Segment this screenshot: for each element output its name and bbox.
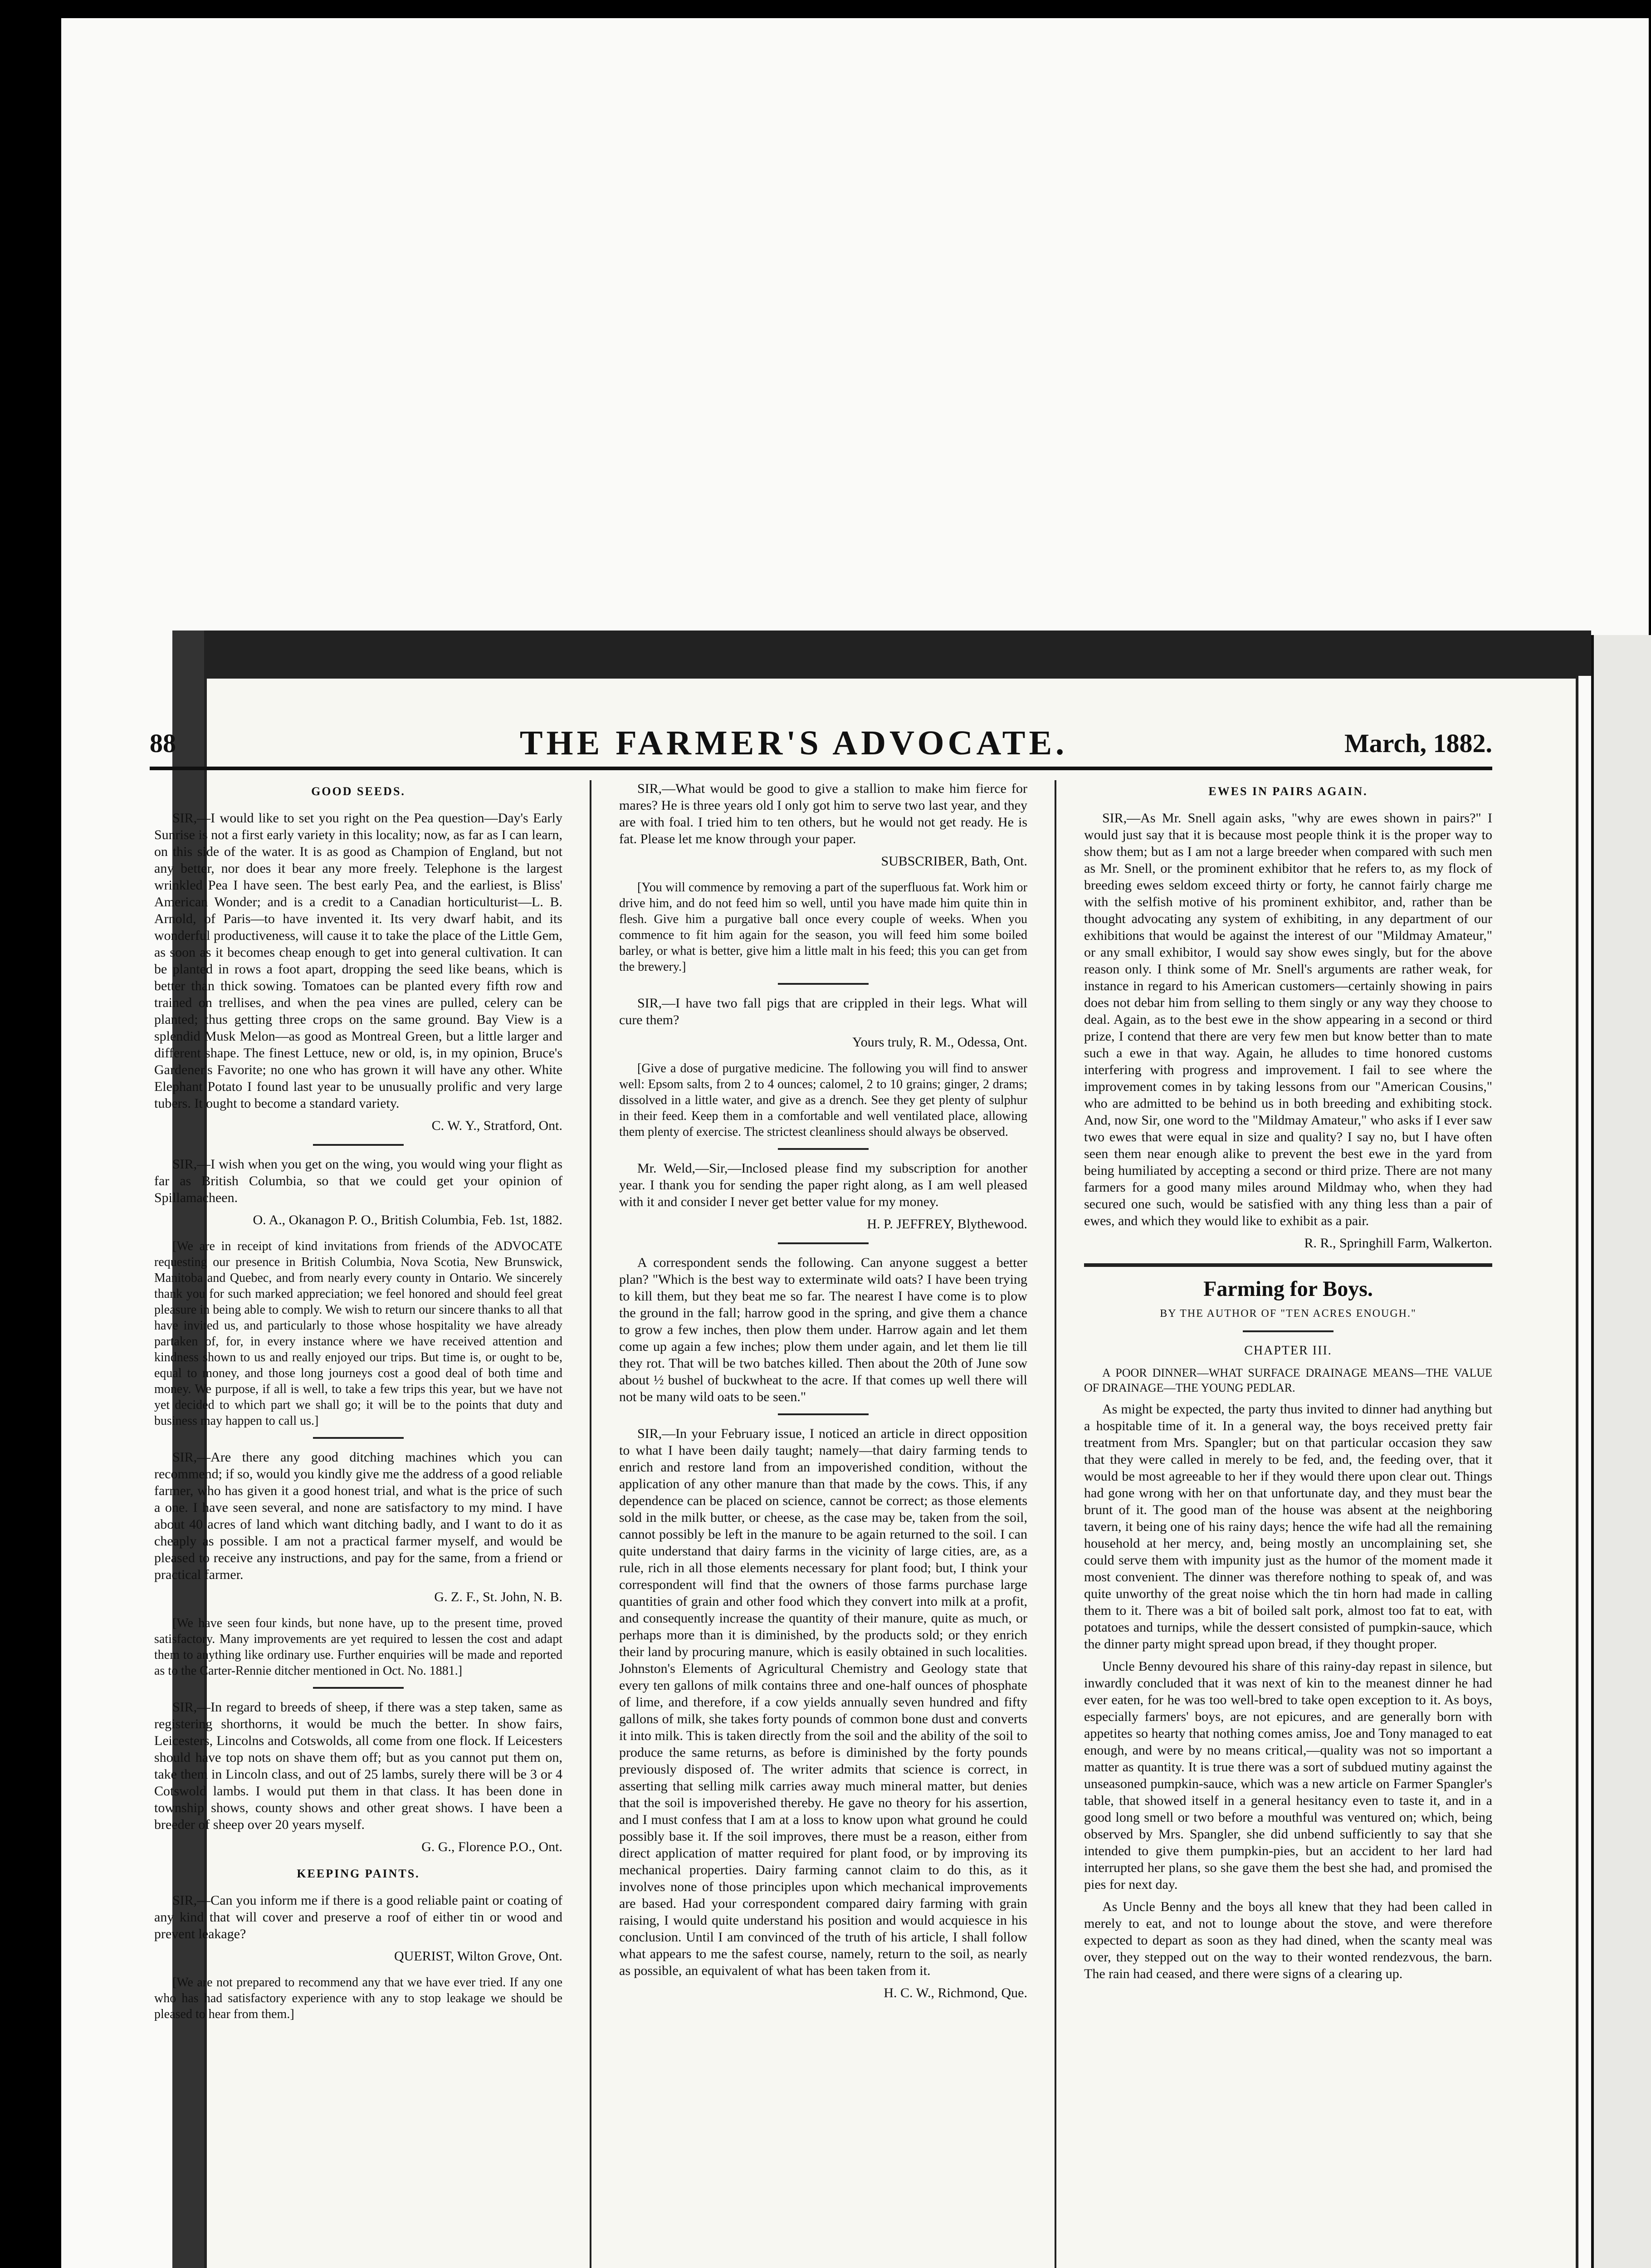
letter-body: SIR,—I have two fall pigs that are crippled in their legs. What will cure them? bbox=[619, 996, 1027, 1027]
editor-reply: [We have seen four kinds, but none have, up to the present time, proved satisfactory. Many improvements are yet required to lessen the cost and adapt them to anything like ordinary use. Further enquiries will be made and reported as to the Carter-Rennie ditcher mentioned in Oct. No. 1881.] bbox=[154, 1616, 562, 1678]
letter-signature: H. C. W., Richmond, Que. bbox=[884, 1985, 1027, 2000]
article-paragraph: As might be expected, the party thus invited to dinner had anything but a hospitable time of it. In a general way, the boys received pretty fair treatment from Mrs. Spangler; but on that particular occasion they saw that they were called in merely to be fed, and, the feeding over, that it would be most agreeable to her if they would there upon clear out. Things had gone wrong with her on that unfortunate day, and they must bear the brunt of it. The good man of the house was absent at the neighboring tavern, it being one of his rainy days; hence the wife had all the remaining household at her mercy, and, being mostly an uncomplaining set, she could serve them with impunity just as the humor of the moment made it most convenient. The dinner was therefore nothing to speak of, and was quite unworthy of the great noise which the tin horn had made in calling them to it. There was a bit of boiled salt pork, almost too fat to eat, with potatoes and turnips, while the dessert consisted of pumpkin-sauce, which the dinner party might spread upon bread, if they thought proper. bbox=[1084, 1402, 1492, 1652]
section-heading: GOOD SEEDS. bbox=[311, 785, 405, 798]
column-1 bbox=[154, 780, 562, 2268]
letter-signature: QUERIST, Wilton Grove, Ont. bbox=[394, 1949, 562, 1964]
separator-rule bbox=[313, 1687, 404, 1689]
separator-rule bbox=[778, 1148, 869, 1150]
column-3 bbox=[1084, 780, 1492, 2268]
letter-body: SIR,—I would like to set you right on the Pea question—Day's Early Sunrise is not a first early variety in this locality; now, as far as I can learn, on this side of the water. It is as good as Champion of England, but not any better, nor does it bear any more freely. Telephone is the largest wrinkled Pea I have seen. The best early Pea, and the earliest, is Bliss' American Wonder; and is a credit to a Canadian horticulturist—L. B. Arnold, of Paris—to have invented it. Its very dwarf habit, and its wonderful productiveness, will cause it to take the place of the Little Gem, as soon as it becomes cheap enough to get into general cultivation. It can be planted in rows a foot apart, dropping the seed like beans, which is better than thick sowing. Tomatoes can be planted every fifth row and trained on trellises, and when the pea vines are pulled, celery can be planted; thus getting three crops on the same ground. Bay View is a splendid Musk Melon—as good as Montreal Green, but a little larger and different shape. The finest Lettuce, new or old, is, in my opinion, Bruce's Gardener's Favorite; no one who has grown it will have any other. White Elephant Potato I found last year to be unusually prolific and very large tubers. It ought to become a standard variety. bbox=[154, 811, 562, 1111]
letter-body: SIR,—As Mr. Snell again asks, "why are ewes shown in pairs?" I would just say that it is because most people think it is the proper way to show them; but as I am not a large breeder when compared with such men as Mr. Snell, or the prominent exhibitor that he refers to, as my flock of breeding ewes seldom exceed thirty or forty, he cannot fairly charge me with the selfish motive of his prominent exhibitor, and, rather than be thought advocating any system of exhibiting, in any department of our exhibitions that would be against the interest of our "Mildmay Amateur," or any small exhibitor, I would say show ewes singly, but for the above reason only. I think some of Mr. Snell's arguments are rather weak, for instance in regard to his American customers—certainly showing in pairs does not debar him from selling to them singly or any way they choose to deal. Again, as to the best ewe in the show appearing in a second or third prize, I contend that there are very few men but know better than to mate such a ewe in that way. Again, he alludes to time honored customs interfering with progress and improvement. I fail to see where the improvement comes in by taking lessons from our "American Cousins," who are admitted to be behind us in both breeding and exhibiting stock. And, now Sir, one word to the "Mildmay Amateur," who asks if I ever saw two ewes that were equal in size and quality? I say no, but I have often seen them near enough alike to prevent the best ewe in the yard from being humiliated by accepting a second or third prize. There are not many farmers for a good many miles around Mildmay who, when they had secured one such, would be satisfied with any thing less than a pair of ewes, and which they would like to exhibit as a pair. bbox=[1084, 811, 1492, 1228]
letter-signature: R. R., Springhill Farm, Walkerton. bbox=[1304, 1236, 1492, 1251]
letter-signature: O. A., Okanagon P. O., British Columbia, Feb. 1st, 1882. bbox=[253, 1212, 562, 1227]
separator-rule bbox=[313, 1437, 404, 1439]
letter-body: Mr. Weld,—Sir,—Inclosed please find my subscription for another year. I thank you for sending the paper right along, as I am well pleased with it and consider I never get better value for my money. bbox=[619, 1161, 1027, 1209]
article-paragraph: As Uncle Benny and the boys all knew that they had been called in merely to eat, and not to lounge about the stove, and were therefore expected to depart as soon as they had dined, when the scanty meal was over, they stepped out on the way to their wonted rendezvous, the barn. The rain had ceased, and there were signs of a clearing up. bbox=[1084, 1899, 1492, 1981]
chapter-synopsis: A POOR DINNER—WHAT SURFACE DRAINAGE MEANS—THE VALUE OF DRAINAGE—THE YOUNG PEDLAR. bbox=[1084, 1366, 1492, 1394]
letter-signature: G. G., Florence P.O., Ont. bbox=[421, 1839, 562, 1854]
adjacent-page-edge bbox=[1591, 635, 1651, 2268]
section-rule bbox=[1084, 1263, 1492, 1267]
letter-body: SIR,—In your February issue, I noticed an article in direct opposition to what I have been daily taught; namely—that dairy farming tends to enrich and restore land from an impoverished condition, without the application of any other manure than that made by the cows. This, if any dependence can be placed on science, cannot be correct; as those elements sold in the milk butter, or cheese, as the case may be, taken from the soil, cannot possibly be left in the manure to be again returned to the soil. I can quite understand that dairy farms in the vicinity of large cities, are, as a rule, rich in all those elements necessary for plant food; but, I think your correspondent will find that the owners of those farms purchase large quantities of grain and other food which they convert into milk at a profit, and consequently increase the quantity of their manure, quite as much, or perhaps more than it is diminished, by the products sold; or they enrich their land by procuring manure, which is easily obtained in such localities. Johnston's Elements of Agricultural Chemistry and Geology state that every ten gallons of milk contains three and one-half ounces of phosphate of lime, and therefore, if a cow yields annually seven hundred and fifty gallons of milk, she takes forty pounds of common bone dust and converts it into milk. This is taken directly from the soil and the ability of the soil to produce the same returns, as before is diminished by the forty pounds previously disposed of. The writer admits that science is correct, in asserting that selling milk carries away much mineral matter, but denies that the soil is impoverished thereby. He gave no theory for his assertion, and I must confess that I am at a loss to know upon what ground he could possibly base it. If the soil improves, there must be a reason, either from direct application of matter required for plant food, or by improving its mechanical properties. Dairy farming cannot claim to do this, as it involves none of those principles upon which mechanical improvements are based. Had your correspondent compared dairy farming with grain raising, I would quite understand his position and would acquiesce in his conclusion. Until I am convinced of the truth of his article, I shall follow what appears to me the safest course, namely, return to the soil, as nearly as possible, an equivalent of what has been taken from it. bbox=[619, 1426, 1027, 1978]
letter-body: SIR,—Are there any good ditching machines which you can recommend; if so, would you kindly give me the address of a good reliable farmer, who has given it a good honest trial, and what is the price of such a one. I have seen several, and none are satisfactory to my mind. I have about 40 acres of land which want ditching badly, and I want to do it as cheaply as possible. I am not a practical farmer myself, and would be pleased to receive any instructions, and pay for the same, from a friend or practical farmer. bbox=[154, 1450, 562, 1582]
separator-rule bbox=[1243, 1330, 1334, 1332]
chapter-heading: CHAPTER III. bbox=[1244, 1344, 1332, 1358]
binding-shadow-top bbox=[172, 631, 1591, 676]
editor-reply: [We are in receipt of kind invitations from friends of the ADVOCATE requesting our presence in British Columbia, Nova Scotia, New Brunswick, Manitoba and Quebec, and from nearly every county in Ontario. We sincerely thank you for such marked appreciation; we feel honored and should feel great pleasure in being able to comply. We wish to return our sincere thanks to all that have invited us, and particularly to those whose hospitality we have already partaken of, for, in every instance where we have received attention and kindness shown to us and really enjoyed our trips. But time is, or ought to be, equal to money, and those long journeys cost a good deal of both time and money. We purpose, if all is well, to take a few trips this year, but we have not yet decided to which part we shall go; it will be to the points that duty and business may happen to call us.] bbox=[154, 1239, 562, 1428]
letter-signature: H. P. JEFFREY, Blythewood. bbox=[867, 1217, 1027, 1232]
letter-signature: Yours truly, R. M., Odessa, Ont. bbox=[852, 1035, 1027, 1050]
separator-rule bbox=[778, 1413, 869, 1415]
article-byline: BY THE AUTHOR OF "TEN ACRES ENOUGH." bbox=[1160, 1308, 1417, 1320]
column-2 bbox=[619, 780, 1027, 2268]
page-number: 88 bbox=[150, 728, 176, 758]
editor-reply: [You will commence by removing a part of the superfluous fat. Work him or drive him, and do not feed him so well, until you have made him quite thin in flesh. Give him a purgative ball once every couple of weeks. When you commence to fit him again for the season, you will feed him some boiled barley, or what is better, give him a little malt in his feed; this you can get from the brewery.] bbox=[619, 880, 1027, 974]
letter-body: SIR,—I wish when you get on the wing, you would wing your flight as far as British Columbia, so that we could get your opinion of Spillamacheen. bbox=[154, 1157, 562, 1205]
letter-body: SIR,—Can you inform me if there is a good reliable paint or coating of any kind that will cover and preserve a roof of either tin or wood and prevent leakage? bbox=[154, 1893, 562, 1941]
letter-body: SIR,—In regard to breeds of sheep, if there was a step taken, same as registering shorthorns, it would be much the better. In show fairs, Leicesters, Lincolns and Cotswolds, all come from one flock. If Leicesters should have top nots on shave them off; but as you cannot put them on, take them in Lincoln class, and out of 25 lambs, surely there will be 3 or 4 Cotswold lambs. I would put them in that class. It has been done in township shows, county shows and other great shows. I have been a breeder of sheep over 20 years myself. bbox=[154, 1700, 562, 1832]
separator-rule bbox=[313, 1144, 404, 1146]
masthead bbox=[150, 723, 1492, 764]
article-body: A correspondent sends the following. Can anyone suggest a better plan? "Which is the best way to exterminate wild oats? I have been trying to kill them, but they beat me so far. The nearest I have come is to plow the ground in the fall; harrow good in the spring, and give them a chance to grow a few inches, then plow them under. Harrow again and let them come up again a few inches; plow them under again, and let them lie till they rot. That will be two batches killed. Then about the 20th of June sow about ½ bushel of buckwheat to the acre. If that comes up well there will not be many wild oats to be seen." bbox=[619, 1255, 1027, 1404]
column-divider bbox=[1055, 780, 1056, 2268]
issue-date: March, 1882. bbox=[1344, 728, 1492, 758]
article-headline: Farming for Boys. bbox=[1203, 1277, 1373, 1301]
letter-signature: SUBSCRIBER, Bath, Ont. bbox=[881, 854, 1027, 869]
separator-rule bbox=[778, 983, 869, 985]
newspaper-title: THE FARMER'S ADVOCATE. bbox=[519, 724, 1068, 762]
letter-body: SIR,—What would be good to give a stallion to make him fierce for mares? He is three years old I only got him to serve two last year, and they are with foal. I tried him to ten others, but he would not get ready. He is fat. Please let me know through your paper. bbox=[619, 781, 1027, 846]
article-paragraph: Uncle Benny devoured his share of this rainy-day repast in silence, but inwardly concluded that it was next of kin to the meanest dinner he had ever eaten, for he was too well-bred to take open exception to it. As boys, especially farmers' boys, are not epicures, and are generally born with appetites so hearty that nothing comes amiss, Joe and Tony managed to eat enough, and were by no means critical,—quality was not so important a matter as quantity. It is true there was a sort of subdued mutiny against the unseasoned pumpkin-sauce, which was a new article on Farmer Spangler's table, that showed itself in a general hesitancy even to taste it, and in a good long smell or two before a mouthful was ventured on; which, being observed by Mrs. Spangler, she did unbend sufficiently to say that she intended to give them pumpkin-pies, but an accident to her lard had interrupted her plans, so she gave them the best she had, and promised the pies for next day. bbox=[1084, 1659, 1492, 1892]
editor-reply: [Give a dose of purgative medicine. The following you will find to answer well: Epsom salts, from 2 to 4 ounces; calomel, 2 to 10 grains; ginger, 2 drams; dissolved in a little water, and give as a drench. See they get plenty of sulphur in their feed. Keep them in a comfortable and well ventilated place, allowing them plenty of exercise. The strictest cleanliness should always be observed. bbox=[619, 1061, 1027, 1139]
column-divider bbox=[590, 780, 591, 2268]
letter-signature: C. W. Y., Stratford, Ont. bbox=[431, 1118, 562, 1133]
section-heading: KEEPING PAINTS. bbox=[297, 1867, 420, 1880]
separator-rule bbox=[778, 1242, 869, 1244]
section-heading: EWES IN PAIRS AGAIN. bbox=[1208, 785, 1368, 798]
masthead-rule bbox=[150, 767, 1492, 770]
letter-signature: G. Z. F., St. John, N. B. bbox=[434, 1589, 562, 1604]
editor-reply: [We are not prepared to recommend any that we have ever tried. If any one who has had satisfactory experience with any to stop leakage we should be pleased to hear from them.] bbox=[154, 1975, 562, 2021]
